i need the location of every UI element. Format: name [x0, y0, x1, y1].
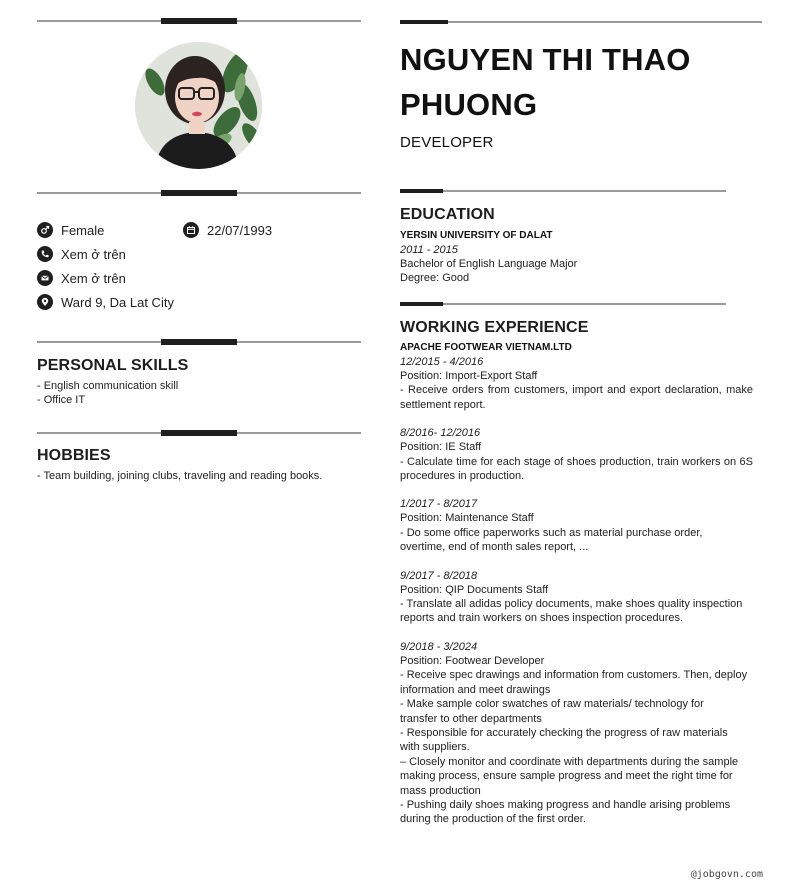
job-duty: – Closely monitor and coordinate with departments during the sample making process, ensure sample progress and meet the right time for mass production [400, 755, 739, 797]
divider-skills [37, 341, 361, 343]
education-degree: Degree: Good [400, 272, 470, 285]
address-value: Ward 9, Da Lat City [61, 294, 174, 310]
education-period: 2011 - 2015 [400, 244, 458, 256]
info-birthdate [183, 222, 272, 238]
hobbies-list [37, 469, 357, 483]
job-duty: - Receive orders from customers, import and export declaration, make settlement report. [400, 384, 753, 411]
experience-item [400, 426, 753, 483]
divider-top-right [400, 21, 762, 23]
experience-item [400, 569, 753, 626]
divider-info [37, 192, 361, 194]
info-address [37, 294, 174, 310]
experience-title: WORKING EXPERIENCE [400, 319, 589, 336]
list-item: - Team building, joining clubs, traveling and reading books. [37, 470, 323, 482]
education-block [400, 229, 753, 286]
divider-experience [400, 303, 726, 305]
list-item: - Office IT [37, 394, 86, 406]
education-title: EDUCATION [400, 206, 495, 223]
divider-education [400, 190, 726, 192]
calendar-icon [183, 222, 199, 238]
job-period: 9/2018 - 3/2024 [400, 640, 478, 653]
location-pin-icon [37, 294, 53, 310]
job-duty: - Responsible for accurately checking the progress of raw materials with suppliers. [400, 726, 728, 754]
experience-item [400, 497, 753, 554]
school-name: YERSIN UNIVERSITY OF DALAT [400, 230, 553, 241]
job-duty: - Calculate time for each stage of shoes production, train workers on 6S procedures in production. [400, 455, 753, 483]
job-period: 1/2017 - 8/2017 [400, 498, 478, 511]
job-duty: - Translate all adidas policy documents, make shoes quality inspection reports and train workers on shoes inspection procedures. [400, 598, 743, 625]
divider-top-left [37, 20, 361, 22]
job-position: Position: QIP Documents Staff [400, 583, 549, 596]
job-duty: - Make sample color swatches of raw materials/ technology for transfer to other departments [400, 698, 704, 725]
email-value: Xem ở trên [61, 270, 126, 286]
job-position: DEVELOPER [400, 134, 494, 151]
experience-item [400, 640, 753, 827]
skills-list [37, 379, 357, 407]
info-gender [37, 222, 104, 238]
gender-icon [37, 222, 53, 238]
job-position: Position: Maintenance Staff [400, 512, 534, 525]
hobbies-title: HOBBIES [37, 447, 111, 464]
job-position: Position: IE Staff [400, 441, 482, 454]
experience-block [400, 341, 753, 841]
email-icon [37, 270, 53, 286]
job-position: Position: Footwear Developer [400, 654, 545, 667]
gender-value: Female [61, 222, 105, 238]
phone-icon [37, 246, 53, 262]
birthdate-value: 22/07/1993 [207, 222, 273, 238]
job-period: 9/2017 - 8/2018 [400, 569, 478, 582]
candidate-name: NGUYEN THI THAO PHUONG [400, 42, 691, 122]
education-major: Bachelor of English Language Major [400, 258, 578, 270]
list-item: - English communication skill [37, 380, 179, 392]
experience-item [400, 355, 753, 412]
watermark: @jobgovn.com [690, 869, 763, 880]
info-phone [37, 246, 126, 262]
job-position: Position: Import-Export Staff [400, 370, 538, 382]
info-email [37, 270, 126, 286]
job-duty: - Pushing daily shoes making progress and handle arising problems during the production of the first order. [400, 798, 731, 826]
job-period: 12/2015 - 4/2016 [400, 356, 484, 368]
divider-hobbies [37, 432, 361, 434]
job-duty: - Receive spec drawings and information from customers. Then, deploy information and meet drawings [400, 669, 748, 696]
company-name: APACHE FOOTWEAR VIETNAM.LTD [400, 342, 572, 353]
job-duty: - Do some office paperworks such as material purchase order, overtime, end of month sales report, ... [400, 526, 703, 554]
phone-value: Xem ở trên [61, 246, 126, 262]
job-period: 8/2016- 12/2016 [400, 427, 481, 440]
avatar-photo [135, 42, 262, 169]
skills-title: PERSONAL SKILLS [37, 357, 189, 374]
